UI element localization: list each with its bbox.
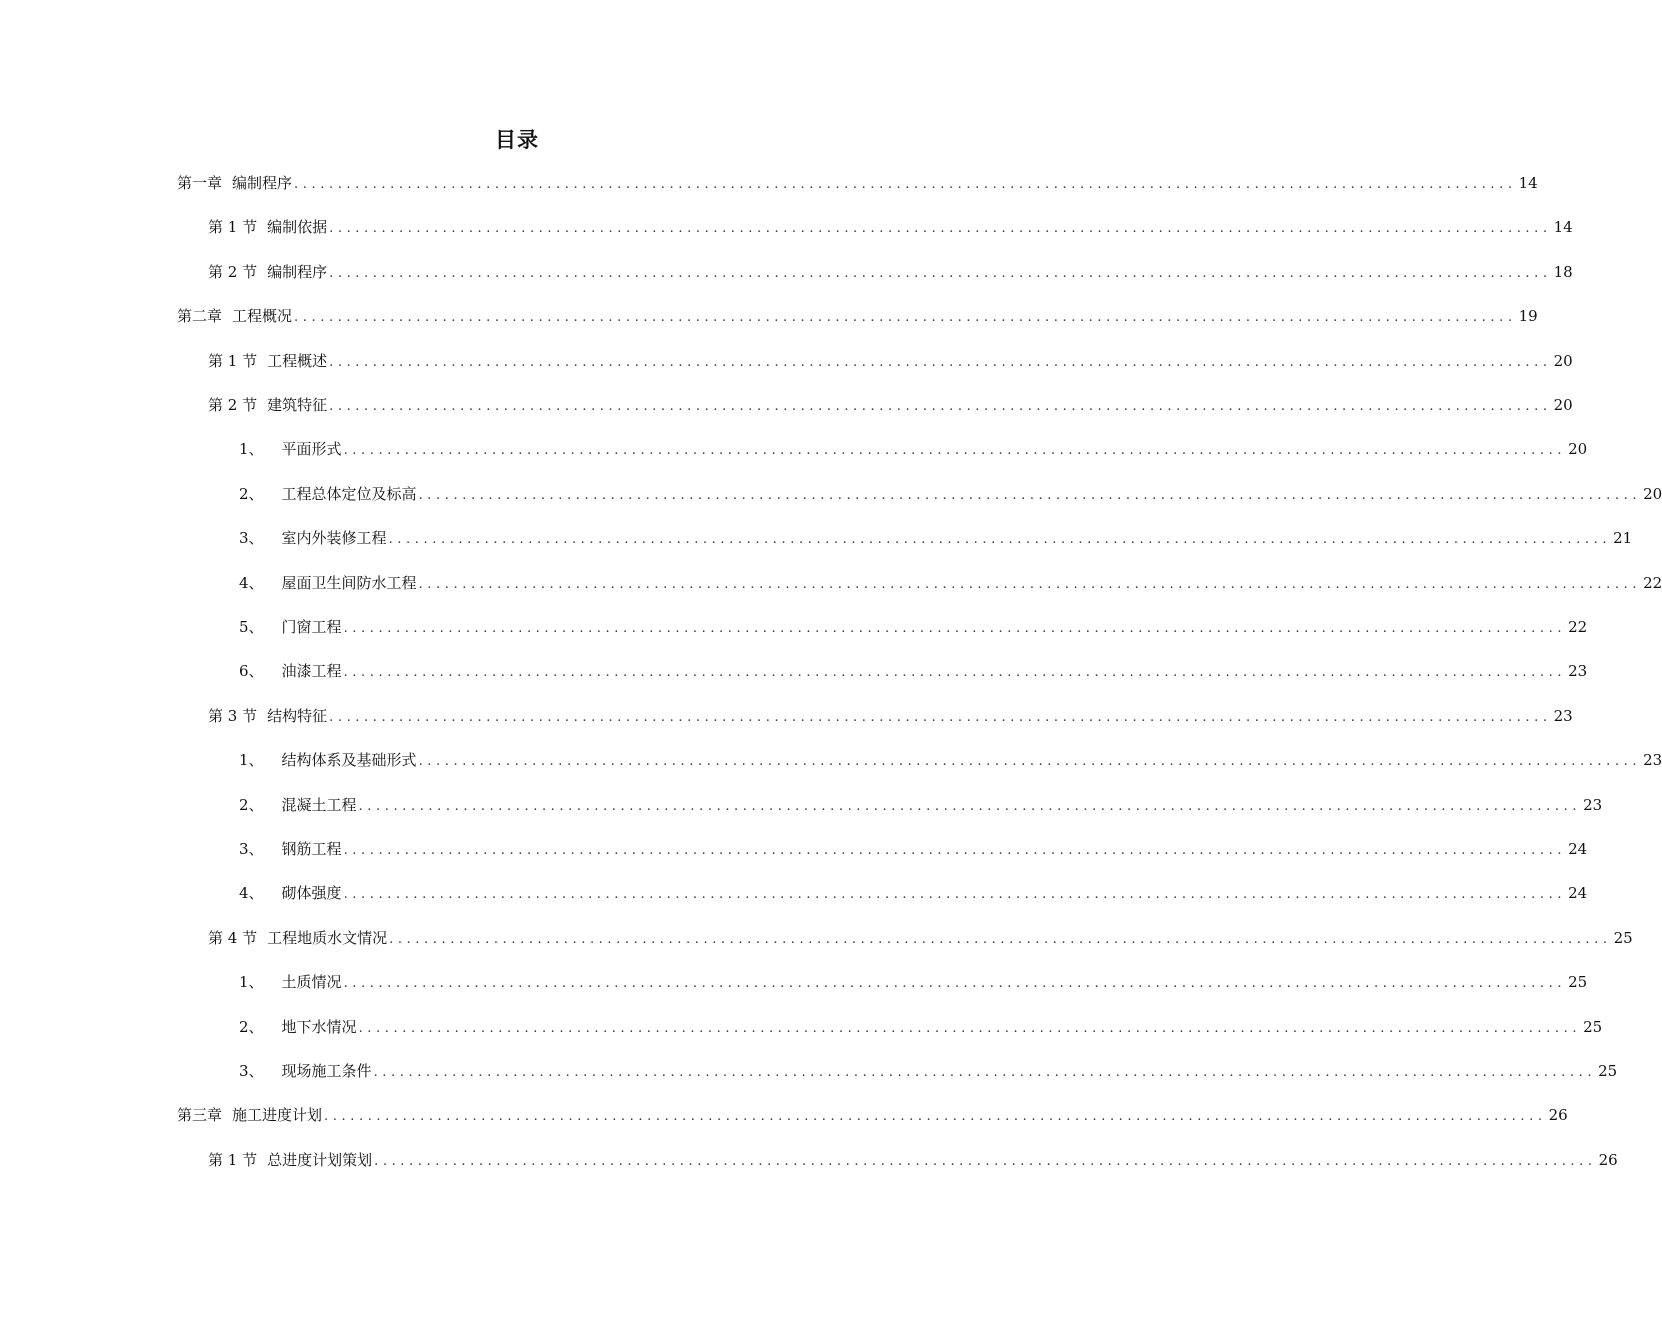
toc-entry[interactable] — [239, 836, 1588, 862]
toc-entry-title: 结构体系及基础形式 — [281, 751, 417, 770]
dot-leader: ............................................................................................................................................ — [329, 399, 1552, 414]
toc-entry-page-number: 23 — [1553, 706, 1573, 725]
toc-entry-title: 工程地质水文情况 — [267, 928, 388, 947]
dot-leader: ............................................................................................................................................ — [373, 1065, 1597, 1080]
toc-entry[interactable] — [208, 925, 1633, 951]
toc-entry-number: 第一章 — [177, 174, 223, 192]
toc-entry-title: 工程总体定位及标高 — [281, 484, 417, 503]
toc-entry-number: 第 1 节 — [208, 1150, 258, 1169]
toc-entry-number: 5、 — [239, 618, 264, 636]
toc-entry-page-number: 23 — [1583, 795, 1603, 814]
dot-leader: ............................................................................................................................................ — [343, 887, 1567, 903]
toc-entry[interactable] — [239, 481, 1662, 507]
toc-entry-title: 编制程序 — [232, 174, 293, 192]
toc-entry-title: 编制程序 — [267, 262, 328, 281]
dot-leader: ............................................................................................................................................ — [294, 177, 1517, 192]
toc-entry[interactable] — [239, 570, 1662, 596]
toc-entry-page-number: 24 — [1568, 884, 1588, 903]
dot-leader: ............................................................................................................................................ — [343, 665, 1567, 681]
toc-entry[interactable] — [239, 525, 1633, 551]
toc-entry[interactable] — [177, 170, 1538, 196]
toc-entry-title: 混凝土工程 — [281, 795, 357, 814]
toc-entry-number: 1、 — [239, 751, 264, 770]
toc-entry-page-number: 19 — [1518, 307, 1538, 326]
dot-leader: ............................................................................................................................................ — [324, 1109, 1547, 1125]
toc-entry-number: 4、 — [239, 884, 264, 903]
toc-entry-page-number: 26 — [1598, 1150, 1618, 1169]
toc-entry-number: 2、 — [239, 1017, 264, 1036]
dot-leader: ............................................................................................................................................ — [418, 487, 1642, 503]
toc-entry[interactable] — [208, 214, 1573, 240]
toc-entry-title: 建筑特征 — [267, 396, 328, 414]
toc-entry[interactable] — [239, 436, 1588, 462]
toc-entry-page-number: 26 — [1548, 1106, 1568, 1125]
toc-entry-title: 施工进度计划 — [232, 1106, 323, 1125]
toc-entry[interactable] — [239, 747, 1662, 773]
dot-leader: ............................................................................................................................................ — [389, 931, 1612, 947]
dot-leader: ............................................................................................................................................ — [343, 843, 1567, 858]
dot-leader: ............................................................................................................................................ — [418, 754, 1642, 770]
dot-leader: ............................................................................................................................................ — [374, 1153, 1597, 1169]
toc-entry-number: 第 4 节 — [208, 928, 258, 947]
toc-entry[interactable] — [208, 392, 1573, 418]
toc-entry-page-number: 18 — [1553, 262, 1573, 281]
dot-leader: ............................................................................................................................................ — [343, 976, 1567, 992]
toc-entry[interactable] — [208, 1147, 1618, 1173]
toc-entry-title: 钢筋工程 — [281, 840, 342, 858]
toc-entry-number: 2、 — [239, 795, 264, 814]
toc-entry-page-number: 25 — [1613, 928, 1633, 947]
toc-entry-number: 第三章 — [177, 1106, 223, 1125]
dot-leader: ............................................................................................................................................ — [343, 621, 1567, 636]
toc-entry-title: 现场施工条件 — [281, 1062, 372, 1080]
toc-entry-number: 3、 — [239, 840, 264, 858]
toc-entry-number: 第 1 节 — [208, 218, 258, 237]
toc-entry-page-number: 20 — [1553, 396, 1573, 414]
toc-entry-title: 砌体强度 — [281, 884, 342, 903]
toc-entry-title: 编制依据 — [267, 218, 328, 237]
toc-entry-page-number: 25 — [1583, 1017, 1603, 1036]
toc-entry[interactable] — [239, 880, 1588, 906]
toc-entry-number: 第 3 节 — [208, 706, 258, 725]
dot-leader: ............................................................................................................................................ — [329, 221, 1552, 237]
toc-entry-page-number: 20 — [1568, 440, 1588, 459]
toc-entry-page-number: 20 — [1643, 484, 1662, 503]
toc-entry-title: 平面形式 — [281, 440, 342, 459]
toc-entry-page-number: 22 — [1568, 618, 1588, 636]
toc-entry[interactable] — [208, 348, 1573, 374]
toc-entry-title: 油漆工程 — [281, 662, 342, 681]
toc-entry-title: 结构特征 — [267, 706, 328, 725]
dot-leader: ............................................................................................................................................ — [343, 443, 1567, 459]
page-title: 目录 — [495, 128, 539, 152]
toc-entry-number: 第 2 节 — [208, 262, 258, 281]
toc-entry-title: 工程概况 — [232, 307, 293, 326]
toc-entry-number: 第 2 节 — [208, 396, 258, 414]
dot-leader: ............................................................................................................................................ — [329, 354, 1552, 370]
toc-entry-title: 工程概述 — [267, 351, 328, 370]
toc-entry-title: 总进度计划策划 — [267, 1150, 373, 1169]
toc-entry-page-number: 14 — [1518, 174, 1538, 192]
toc-entry-number: 第 1 节 — [208, 351, 258, 370]
toc-entry[interactable] — [239, 658, 1588, 684]
toc-entry-number: 3、 — [239, 1062, 264, 1080]
toc-entry-title: 屋面卫生间防水工程 — [281, 573, 417, 592]
toc-entry[interactable] — [177, 1102, 1568, 1128]
toc-entry[interactable] — [208, 259, 1573, 285]
dot-leader: ............................................................................................................................................ — [329, 265, 1552, 281]
toc-entry-page-number: 14 — [1553, 218, 1573, 237]
toc-entry-number: 1、 — [239, 440, 264, 459]
toc-entry[interactable] — [239, 1058, 1618, 1084]
toc-entry-number: 3、 — [239, 529, 264, 548]
dot-leader: ............................................................................................................................................ — [418, 576, 1642, 592]
toc-entry-page-number: 25 — [1568, 973, 1588, 992]
toc-entry-page-number: 20 — [1553, 351, 1573, 370]
toc-entry-number: 4、 — [239, 573, 264, 592]
toc-entry-page-number: 24 — [1568, 840, 1588, 858]
toc-entry-title: 室内外装修工程 — [281, 529, 387, 548]
toc-entry-page-number: 22 — [1643, 573, 1662, 592]
toc-entry[interactable] — [239, 614, 1588, 640]
toc-entry[interactable] — [239, 969, 1588, 995]
toc-entry-number: 6、 — [239, 662, 264, 681]
toc-entry[interactable] — [177, 303, 1538, 329]
toc-entry-page-number: 25 — [1598, 1062, 1618, 1080]
toc-entry[interactable] — [239, 792, 1603, 818]
toc-entry-number: 2、 — [239, 484, 264, 503]
dot-leader: ............................................................................................................................................ — [358, 1020, 1582, 1036]
toc-entry-number: 第二章 — [177, 307, 223, 326]
toc-entry[interactable] — [208, 703, 1573, 729]
toc-entry[interactable] — [239, 1014, 1603, 1040]
toc-entry-title: 门窗工程 — [281, 618, 342, 636]
toc-entry-page-number: 21 — [1613, 529, 1633, 548]
toc-entry-number: 1、 — [239, 973, 264, 992]
dot-leader: ............................................................................................................................................ — [329, 709, 1552, 725]
dot-leader: ............................................................................................................................................ — [388, 532, 1612, 548]
dot-leader: ............................................................................................................................................ — [358, 798, 1582, 814]
toc-entry-page-number: 23 — [1568, 662, 1588, 681]
toc-entry-page-number: 23 — [1643, 751, 1662, 770]
toc-entry-title: 土质情况 — [281, 973, 342, 992]
toc-entry-title: 地下水情况 — [281, 1017, 357, 1036]
dot-leader: ............................................................................................................................................ — [294, 310, 1517, 326]
